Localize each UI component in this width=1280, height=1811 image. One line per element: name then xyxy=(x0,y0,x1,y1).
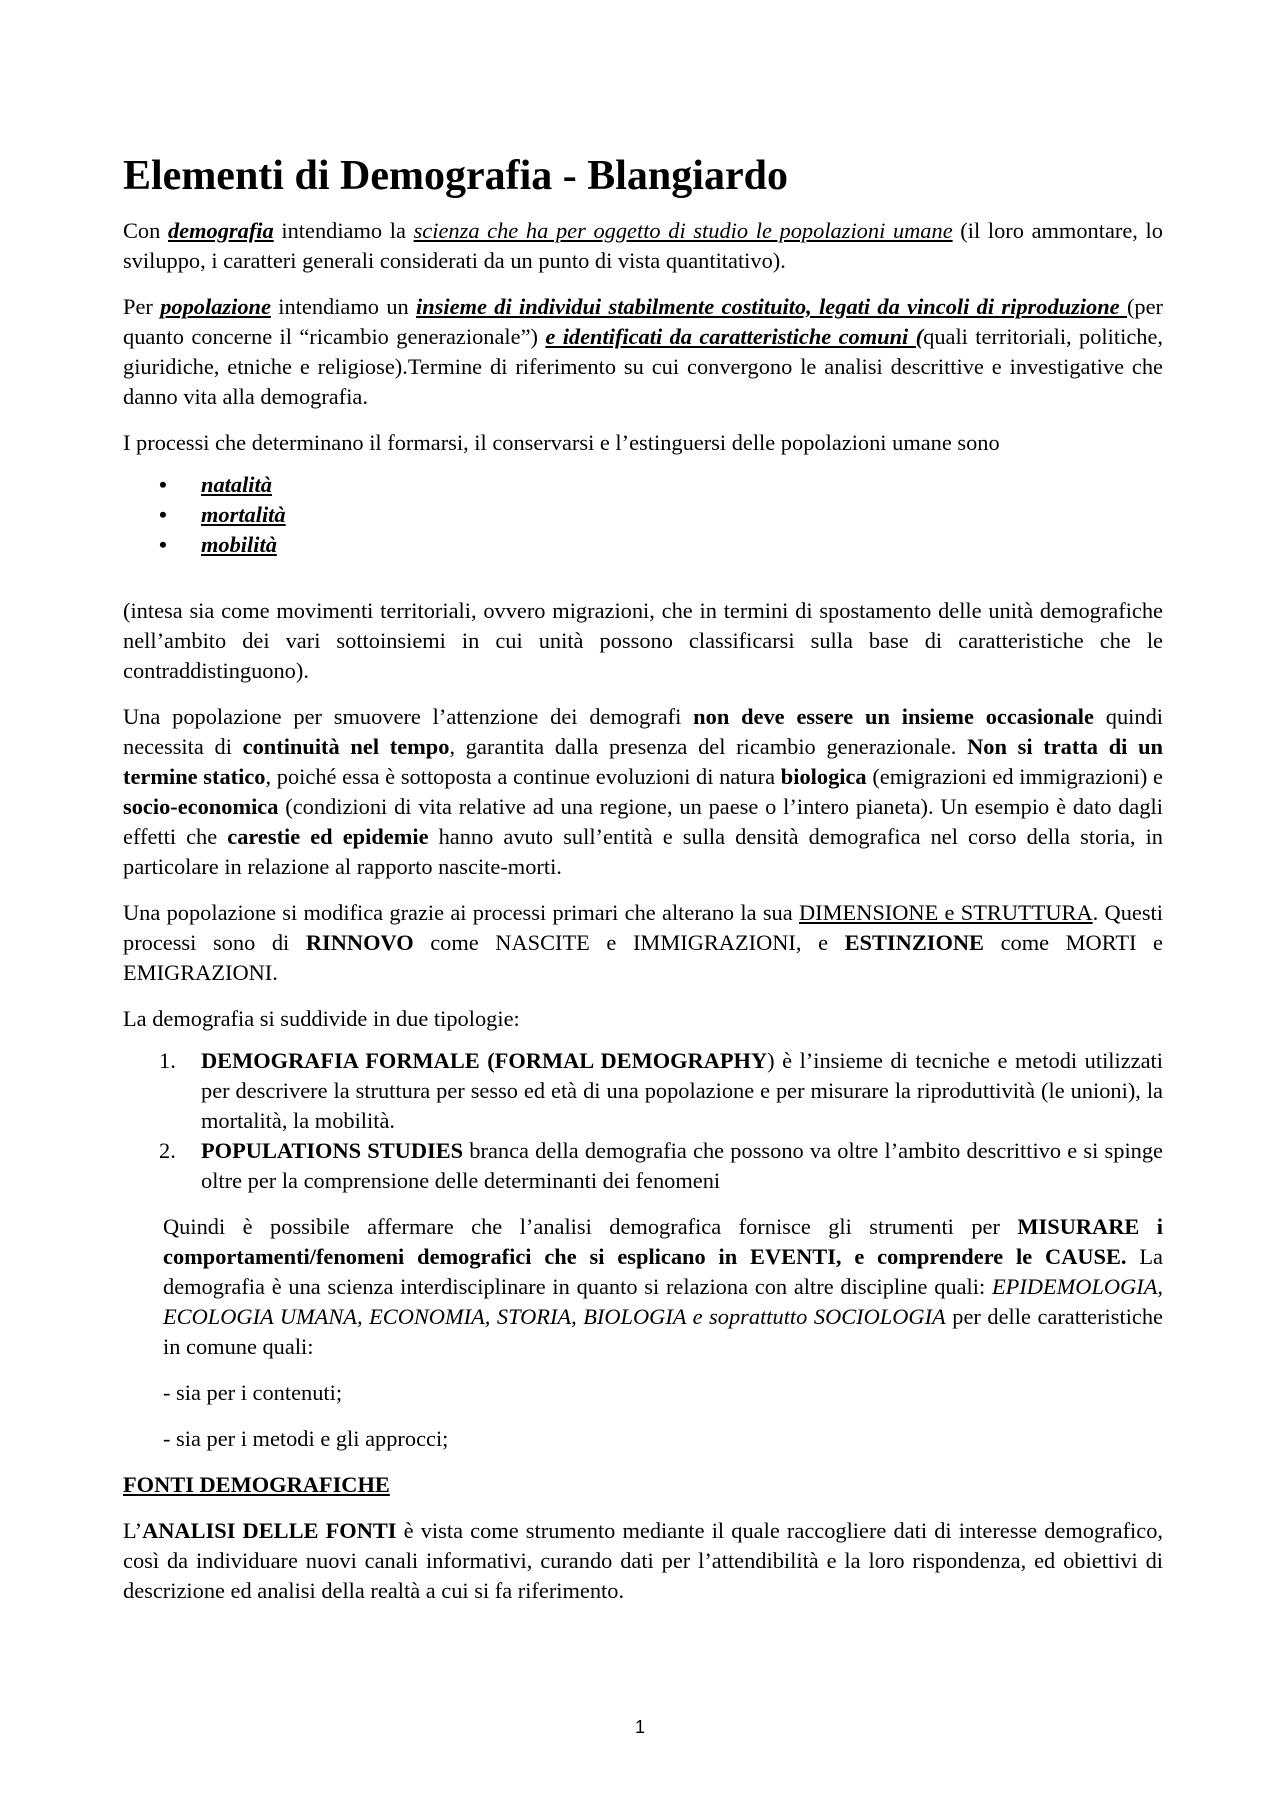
definition-demografia: scienza che ha per oggetto di studio le popolazioni umane xyxy=(413,218,953,243)
document-title: Elementi di Demografia - Blangiardo xyxy=(123,153,788,199)
definition-popolazione-1: insieme di individui stabilmente costituito, legati da vincoli di riproduzione xyxy=(416,294,1127,319)
paragraph-processi: I processi che determinano il formarsi, il conservarsi e l’estinguersi delle popolazioni umane sono xyxy=(123,430,1000,455)
definition-popolazione-2: e identificati da caratteristiche comuni ( xyxy=(545,324,924,349)
list-item: 1. DEMOGRAFIA FORMALE (FORMAL DEMOGRAPHY) è l’insieme di tecniche e metodi utilizzati per descrivere la struttura per sesso ed età di una popolazione e per misurare la riproduttività (le unioni), la mortalità, la mobilità. xyxy=(159,1048,1163,1133)
processes-list xyxy=(123,470,1163,560)
list-item: • natalità xyxy=(123,470,1163,500)
paragraph-attenzione: Una popolazione per smuovere l’attenzione dei demografi non deve essere un insieme occasionale quindi necessita di continuità nel tempo, garantita dalla presenza del ricambio generazionale. Non si tratta di un termine statico, poiché essa è sottoposta a continue evoluzioni di natura biologica (emigrazioni ed immigrazioni) e socio-economica (condizioni di vita relative ad una regione, un paese o l’intero pianeta). Un esempio è dato dagli effetti che carestie ed epidemie hanno avuto sull’entità e sulla densità demografica nel corso della storia, in particolare in relazione al rapporto nascite-morti. xyxy=(123,704,1163,879)
dash-item-metodi: - sia per i metodi e gli approcci; xyxy=(163,1426,449,1451)
bullet-icon: • xyxy=(159,502,167,527)
dash-item-contenuti: - sia per i contenuti; xyxy=(163,1380,343,1405)
bullet-icon: • xyxy=(159,472,167,497)
paragraph-misurare: Quindi è possibile affermare che l’analisi demografica fornisce gli strumenti per MISURARE i comportamenti/fenomeni demografici che si esplicano in EVENTI, e comprendere le CAUSE. La demografia è una scienza interdisciplinare in quanto si relaziona con altre discipline quali: EPIDEMOLOGIA, ECOLOGIA UMANA, ECONOMIA, STORIA, BIOLOGIA e soprattutto SOCIOLOGIA per delle caratteristiche in comune quali: xyxy=(163,1214,1163,1359)
term-demografia: demografia xyxy=(167,218,274,243)
list-item: 2. POPULATIONS STUDIES branca della demografia che possono va oltre l’ambito descrittivo e si spinge oltre per la comprensione delle determinanti dei fenomeni xyxy=(159,1138,1163,1193)
paragraph-mobilita: (intesa sia come movimenti territoriali, ovvero migrazioni, che in termini di spostamento delle unità demografiche nell’ambito dei vari sottoinsiemi in cui unità possono classificarsi sulla base di caratteristiche che le contraddistinguono). xyxy=(123,598,1163,683)
bullet-icon: • xyxy=(159,532,167,557)
types-list xyxy=(123,1046,1163,1196)
list-item: • mortalità xyxy=(123,500,1163,530)
page-number: 1 xyxy=(634,1717,645,1737)
term-popolazione: popolazione xyxy=(160,294,271,319)
paragraph-popolazione: Per popolazione intendiamo un insieme di individui stabilmente costituito, legati da vincoli di riproduzione (per quanto concerne il “ricambio generazionale”) e identificati da caratteristiche comuni (quali territoriali, politiche, giuridiche, etniche e religiose).Termine di riferimento su cui convergono le analisi descrittive e investigative che danno vita alla demografia. xyxy=(123,294,1164,409)
section-title: FONTI DEMOGRAFICHE xyxy=(123,1472,390,1497)
paragraph-dimensione: Una popolazione si modifica grazie ai processi primari che alterano la sua DIMENSIONE e STRUTTURA. Questi processi sono di RINNOVO come NASCITE e IMMIGRAZIONI, e ESTINZIONE come MORTI e EMIGRAZIONI. xyxy=(123,900,1163,985)
list-item: • mobilità xyxy=(123,530,1163,560)
page-content xyxy=(123,150,1163,1622)
paragraph-tipologie: La demografia si suddivide in due tipologie: xyxy=(123,1006,520,1031)
paragraph-demografia: Con demografia intendiamo la scienza che ha per oggetto di studio le popolazioni umane (il loro ammontare, lo sviluppo, i caratteri generali considerati da un punto di vista quantitativo). xyxy=(123,218,1163,273)
paragraph-analisi-fonti: L’ANALISI DELLE FONTI è vista come strumento mediante il quale raccogliere dati di interesse demografico, così da individuare nuovi canali informativi, curando dati per l’attendibilità e la loro rispondenza, ed obiettivi di descrizione ed analisi della realtà a cui si fa riferimento. xyxy=(123,1518,1163,1603)
